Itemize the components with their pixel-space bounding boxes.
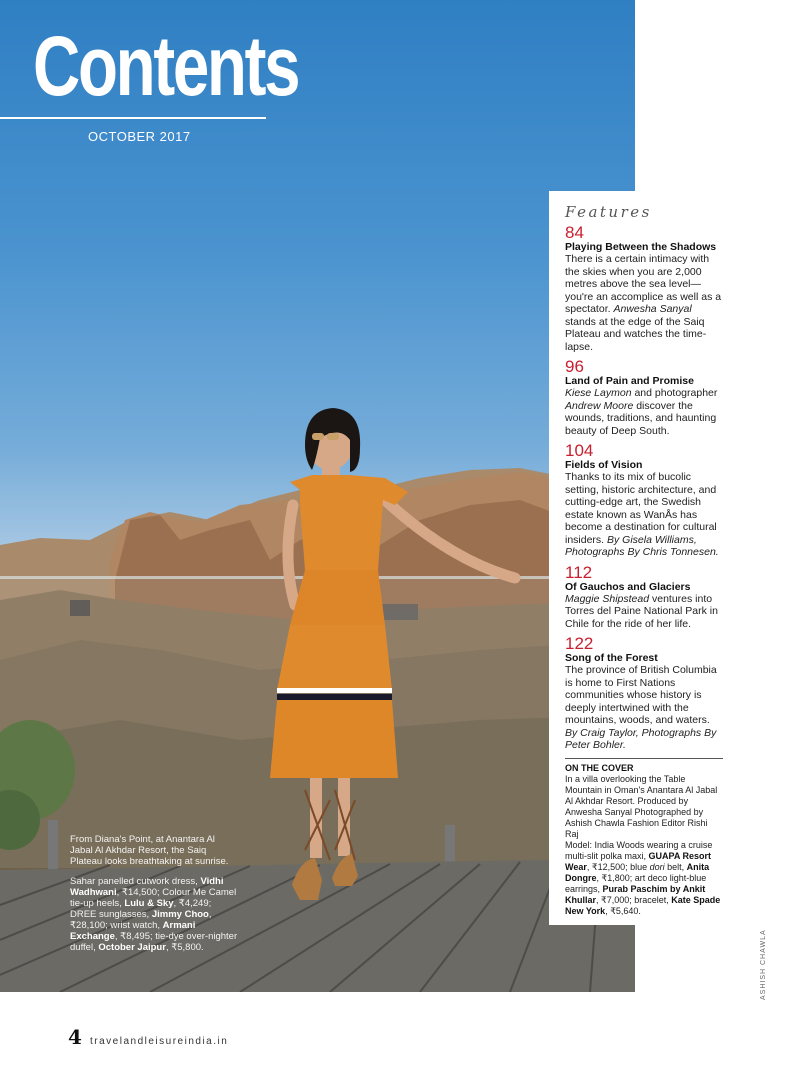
feature-title: Song of the Forest	[565, 652, 658, 664]
title-divider	[0, 117, 266, 119]
feature-item[interactable]	[565, 359, 723, 437]
feature-title: Of Gauchos and Glaciers	[565, 580, 691, 593]
website-url[interactable]: travelandleisureindia.in	[90, 1036, 229, 1047]
cover-heading: ON THE COVER	[565, 762, 634, 773]
feature-description: Thanks to its mix of bucolic setting, historic architecture, and cutting-edge art, the Swedish estate known as WanÅs has become a destination for cultural insiders. By Gisela Williams, Photographs By Chris Tonnesen.	[565, 471, 719, 558]
photo-caption	[70, 834, 240, 962]
feature-description: There is a certain intimacy with the skies when you are 2,000 metres above the sea level—you're an accomplice as well as a spectator. Anwesha Sanyal stands at the edge of the Saiq Plateau and watches the time-lapse.	[565, 253, 722, 353]
feature-page-number: 84	[565, 223, 584, 242]
feature-description: The province of British Columbia is home to First Nations communities whose history is deeply intertwined with the mountains, woods, and waters. By Craig Taylor, Photographs By Peter Bohler.	[565, 664, 717, 751]
feature-description: Maggie Shipstead ventures into Torres del Paine National Park in Chile for the ride of her life.	[565, 592, 718, 630]
issue-date: OCTOBER 2017	[88, 129, 191, 144]
feature-item[interactable]	[565, 562, 723, 631]
page-title: Contents	[33, 19, 299, 113]
feature-title: Playing Between the Shadows	[565, 241, 717, 253]
feature-page-number: 112	[565, 562, 593, 582]
feature-item[interactable]	[565, 225, 723, 353]
feature-title: Land of Pain and Promise	[565, 375, 694, 387]
feature-item[interactable]	[565, 636, 723, 752]
caption-location: From Diana's Point, at Anantara Al Jabal Al Akhdar Resort, the Saiq Plateau looks breathtaking at sunrise.	[70, 834, 229, 867]
caption-outfit: Sahar panelled cutwork dress, Vidhi Wadhwani, ₹14,500; Colour Me Camel tie-up heels, Lulu & Sky, ₹4,249; DREE sunglasses, Jimmy Choo, ₹28,100; wrist watch, Armani Exchange, ₹8,495; tie-dye over-nighter duffel, October Jaipur, ₹5,800.	[70, 876, 238, 953]
feature-page-number: 122	[565, 634, 594, 653]
feature-page-number: 96	[565, 357, 584, 376]
features-heading: Features	[565, 203, 652, 221]
page-number: 4	[68, 1025, 82, 1049]
cover-divider	[565, 758, 723, 759]
features-panel	[549, 191, 735, 925]
photo-credit: ASHISH CHAWLA	[760, 929, 767, 1000]
photo-credit-wrap	[760, 929, 811, 1007]
feature-page-number: 104	[565, 441, 594, 460]
feature-item[interactable]	[565, 443, 723, 559]
cover-credits: In a villa overlooking the Table Mountain in Oman's Anantara Al Jabal Al Akhdar Resort. Produced by Anwesha Sanyal Photographed by Ashish Chawla Fashion Editor Rishi Raj Model: India Woods wearing a cruise multi-slit polka maxi, GUAPA Resort Wear, ₹12,500; blue dori belt, Anita Dongre, ₹1,800; art deco light-blue earrings, Purab Paschim by Ankit Khullar, ₹7,000; bracelet, Kate Spade New York, ₹5,640.	[565, 773, 721, 916]
feature-description: Kiese Laymon and photographer Andrew Moore discover the wounds, traditions, and haunting beauty of Deep South.	[565, 387, 718, 437]
feature-title: Fields of Vision	[565, 459, 643, 471]
